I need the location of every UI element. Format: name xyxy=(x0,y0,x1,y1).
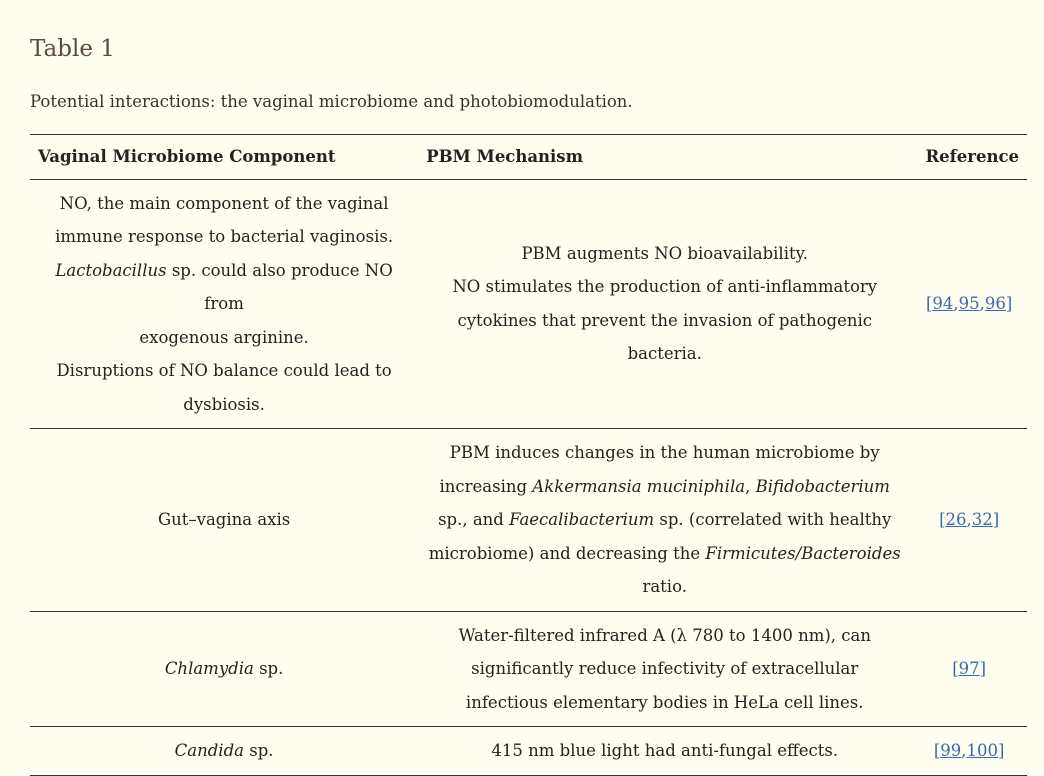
cell-mechanism xyxy=(418,727,911,776)
cell-reference xyxy=(911,727,1027,776)
bracket-open: [ xyxy=(939,510,946,529)
data-table xyxy=(30,134,1027,776)
mechanism-line xyxy=(424,470,905,504)
reference-link[interactable]: 100 xyxy=(966,741,998,760)
component-line xyxy=(36,321,412,355)
component-line xyxy=(36,652,412,686)
text-segment: Gut–vagina axis xyxy=(157,510,291,529)
table-title: Table 1 xyxy=(30,36,115,62)
text-segment: increasing xyxy=(439,476,533,496)
text-segment: Water-filtered infrared A (λ 780 to 1400 nm), can xyxy=(458,625,871,645)
cell-reference xyxy=(911,611,1027,727)
text-segment: PBM induces changes in the human microbiome by xyxy=(449,443,880,462)
ref-separator: , xyxy=(961,741,967,760)
text-segment: microbiome) and decreasing the xyxy=(428,543,706,563)
header-mechanism: PBM Mechanism xyxy=(418,135,911,180)
reference-link[interactable]: 26 xyxy=(945,510,967,529)
text-segment: significantly reduce infectivity of extracellular xyxy=(471,659,859,678)
bracket-open: [ xyxy=(933,741,941,760)
text-segment: exogenous arginine. xyxy=(139,327,309,347)
mechanism-line xyxy=(424,686,905,720)
table-row xyxy=(30,727,1027,776)
bracket-open: [ xyxy=(952,659,959,678)
cell-component xyxy=(30,727,418,776)
table-caption: Potential interactions: the vaginal microbiome and photobiomodulation. xyxy=(30,92,633,111)
bracket-close: ] xyxy=(998,741,1005,760)
component-line xyxy=(36,187,412,221)
text-segment: NO stimulates the production of anti-inflammatory xyxy=(452,277,878,297)
reference-link[interactable]: 32 xyxy=(971,510,993,529)
table-row xyxy=(30,429,1027,612)
ref-separator: , xyxy=(953,294,959,313)
cell-reference xyxy=(911,429,1027,612)
text-segment: Disruptions of NO balance could lead to xyxy=(56,361,392,380)
cell-mechanism xyxy=(418,611,911,727)
italic-taxon: Candida xyxy=(174,741,244,760)
text-segment: 415 nm blue light had anti-fungal effects. xyxy=(491,741,839,760)
bracket-close: ] xyxy=(979,659,987,678)
text-segment: infectious elementary bodies in HeLa cell lines. xyxy=(465,692,864,712)
bracket-close: ] xyxy=(1005,294,1013,313)
component-line xyxy=(36,388,412,422)
reference-link[interactable]: 96 xyxy=(984,294,1006,313)
table-row xyxy=(30,611,1027,727)
component-line xyxy=(36,254,412,321)
mechanism-line xyxy=(424,337,905,371)
text-segment: ratio. xyxy=(642,577,687,596)
bracket-open: [ xyxy=(925,294,933,313)
text-segment: cytokines that prevent the invasion of pathogenic xyxy=(457,310,872,330)
mechanism-line xyxy=(424,570,905,604)
mechanism-line xyxy=(424,270,905,304)
italic-taxon: Firmicutes/Bacteroides xyxy=(705,543,901,563)
italic-taxon: Bifidobacterium xyxy=(755,476,890,496)
italic-taxon: Akkermansia muciniphila xyxy=(532,476,746,496)
reference-link[interactable]: 99 xyxy=(940,741,962,760)
text-segment: immune response to bacterial vaginosis. xyxy=(55,227,394,246)
table-body xyxy=(30,179,1027,775)
mechanism-line xyxy=(424,436,905,470)
text-segment: sp. (correlated with healthy xyxy=(654,510,892,529)
text-segment: PBM augments NO bioavailability. xyxy=(521,243,808,263)
cell-mechanism xyxy=(418,429,911,612)
cell-reference xyxy=(911,179,1027,429)
header-component: Vaginal Microbiome Component xyxy=(30,135,418,180)
bracket-close: ] xyxy=(992,510,1000,529)
cell-mechanism xyxy=(418,179,911,429)
mechanism-line xyxy=(424,503,905,537)
reference-link[interactable]: 95 xyxy=(958,294,980,313)
component-line xyxy=(36,354,412,388)
ref-separator: , xyxy=(979,294,985,313)
cell-component xyxy=(30,429,418,612)
italic-taxon: Lactobacillus xyxy=(55,260,167,280)
italic-taxon: Chlamydia xyxy=(164,659,254,678)
text-segment: sp. xyxy=(243,741,274,760)
header-reference: Reference xyxy=(911,135,1027,180)
mechanism-line xyxy=(424,537,905,571)
table-header xyxy=(30,135,1027,180)
mechanism-line xyxy=(424,619,905,653)
text-segment: bacteria. xyxy=(627,344,702,364)
component-line xyxy=(36,503,412,537)
text-segment: , xyxy=(745,476,756,496)
italic-taxon: Faecalibacterium xyxy=(509,510,655,529)
reference-link[interactable]: 94 xyxy=(932,294,954,313)
component-line xyxy=(36,220,412,254)
mechanism-line xyxy=(424,734,905,768)
table-row xyxy=(30,179,1027,429)
ref-separator: , xyxy=(966,510,972,529)
component-line xyxy=(36,734,412,768)
text-segment: NO, the main component of the vaginal xyxy=(59,193,389,213)
text-segment: dysbiosis. xyxy=(183,394,265,414)
mechanism-line xyxy=(424,652,905,686)
header-row xyxy=(30,135,1027,180)
cell-component xyxy=(30,179,418,429)
text-segment: sp. xyxy=(253,659,284,678)
mechanism-line xyxy=(424,237,905,271)
text-segment: sp. could also produce NO from xyxy=(166,260,393,313)
reference-link[interactable]: 97 xyxy=(958,659,980,678)
text-segment: sp., and xyxy=(438,510,510,529)
cell-component xyxy=(30,611,418,727)
mechanism-line xyxy=(424,304,905,338)
